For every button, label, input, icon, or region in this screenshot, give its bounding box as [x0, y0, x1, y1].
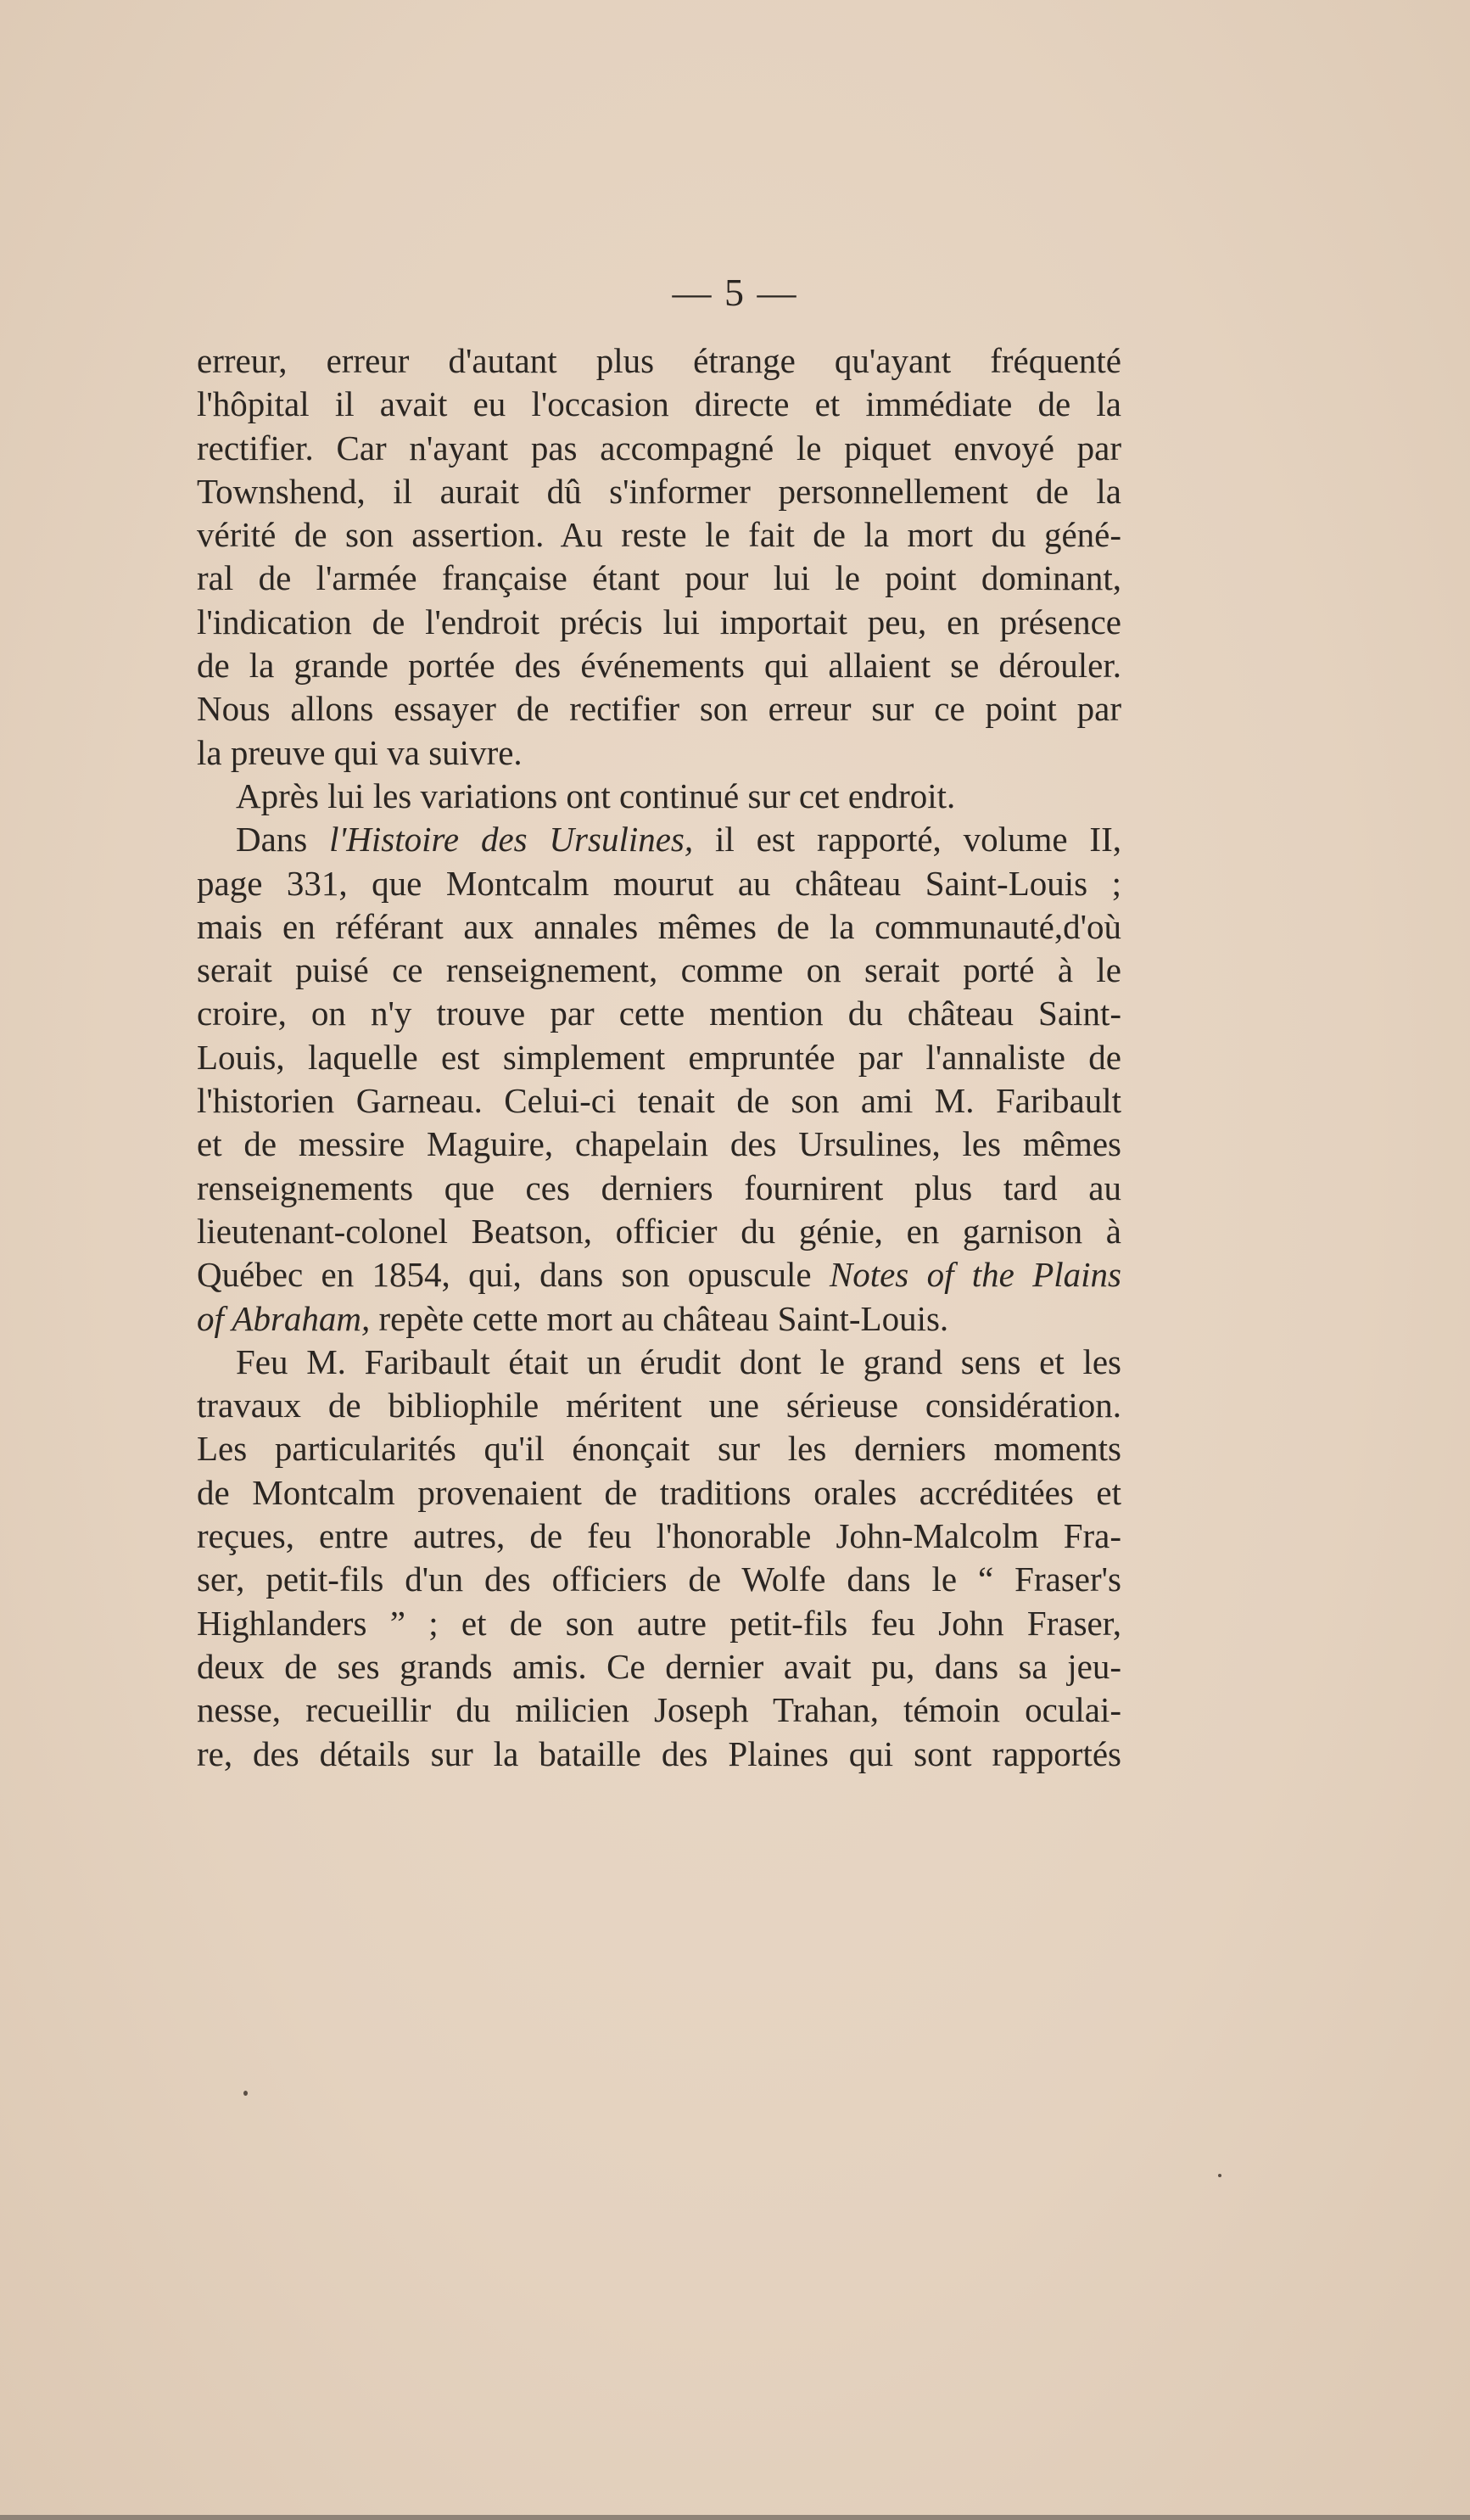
paragraph-2: [197, 775, 1121, 818]
text-line: Louis, laquelle est simplement empruntée par l'annaliste de: [197, 1037, 1121, 1077]
body-text: [197, 339, 1121, 1776]
text-line: reçues, entre autres, de feu l'honorable John-Malcolm Fra-: [197, 1516, 1121, 1556]
text-line: l'indication de l'endroit précis lui importait peu, en présence: [197, 602, 1121, 641]
text-line: ser, petit-fils d'un des officiers de Wolfe dans le “ Fraser's: [197, 1560, 1121, 1599]
ink-speck: [1218, 2174, 1221, 2177]
text-segment: il est rapporté, volume II,: [693, 820, 1121, 860]
text-line: page 331, que Montcalm mourut au château Saint-Louis ;: [197, 863, 1121, 903]
paragraph-1: [197, 339, 1121, 775]
text-line: serait puisé ce renseignement, comme on serait porté à le: [197, 950, 1121, 990]
page-bottom-edge: [0, 2515, 1470, 2520]
text-line: renseignements que ces derniers fournirent plus tard au: [197, 1168, 1121, 1207]
ink-speck: [243, 2091, 248, 2096]
italic-title: of Abraham,: [197, 1298, 371, 1338]
text-line: l'hôpital il avait eu l'occasion directe et immédiate de la: [197, 384, 1121, 424]
text-line: travaux de bibliophile méritent une sérieuse considération.: [197, 1386, 1121, 1425]
text-line: croire, on n'y trouve par cette mention du château Saint-: [197, 994, 1121, 1033]
text-line: vérité de son assertion. Au reste le fait de la mort du géné-: [197, 515, 1121, 555]
text-line: [197, 818, 1121, 861]
text-line: de Montcalm provenaient de traditions orales accréditées et: [197, 1472, 1121, 1512]
italic-title: l'Histoire des Ursulines,: [329, 820, 694, 860]
text-segment: Québec en 1854, qui, dans son opuscule: [197, 1255, 830, 1295]
text-line: de la grande portée des événements qui allaient se dérouler.: [197, 646, 1121, 686]
text-line: Townshend, il aurait dû s'informer personnellement de la: [197, 471, 1121, 511]
paragraph-4: [197, 1341, 1121, 1776]
text-line: erreur, erreur d'autant plus étrange qu'ayant fréquenté: [197, 341, 1121, 380]
text-line: lieutenant-colonel Beatson, officier du génie, en garnison à: [197, 1211, 1121, 1251]
paragraph-3: [197, 818, 1121, 1341]
text-line: Highlanders ” ; et de son autre petit-fils feu John Fraser,: [197, 1603, 1121, 1643]
text-line: la preuve qui va suivre.: [197, 732, 523, 772]
text-line: deux de ses grands amis. Ce dernier avait pu, dans sa jeu-: [197, 1646, 1121, 1686]
text-line: re, des détails sur la bataille des Plaines qui sont rapportés: [197, 1733, 1121, 1773]
text-segment: Dans: [236, 820, 330, 860]
text-line: mais en référant aux annales mêmes de la communauté,d'où: [197, 906, 1121, 946]
italic-title: Notes of the Plains: [829, 1255, 1121, 1295]
text-line: rectifier. Car n'ayant pas accompagné le piquet envoyé par: [197, 428, 1121, 468]
text-line: Après lui les variations ont continué sur cet endroit.: [236, 776, 956, 815]
text-line: [197, 1297, 1121, 1341]
text-line: l'historien Garneau. Celui-ci tenait de son ami M. Faribault: [197, 1081, 1121, 1121]
text-line: et de messire Maguire, chapelain des Ursulines, les mêmes: [197, 1124, 1121, 1164]
text-line: [197, 1253, 1121, 1296]
text-line: Les particularités qu'il énonçait sur les derniers moments: [197, 1429, 1121, 1469]
text-line: nesse, recueillir du milicien Joseph Trahan, témoin oculai-: [197, 1690, 1121, 1730]
page-number: — 5 —: [672, 271, 798, 314]
text-line: ral de l'armée française étant pour lui le point dominant,: [197, 558, 1121, 598]
text-line: Nous allons essayer de rectifier son erreur sur ce point par: [197, 689, 1121, 729]
text-line: Feu M. Faribault était un érudit dont le grand sens et les: [236, 1341, 1121, 1381]
text-segment: repète cette mort au château Saint-Louis.: [370, 1298, 949, 1338]
